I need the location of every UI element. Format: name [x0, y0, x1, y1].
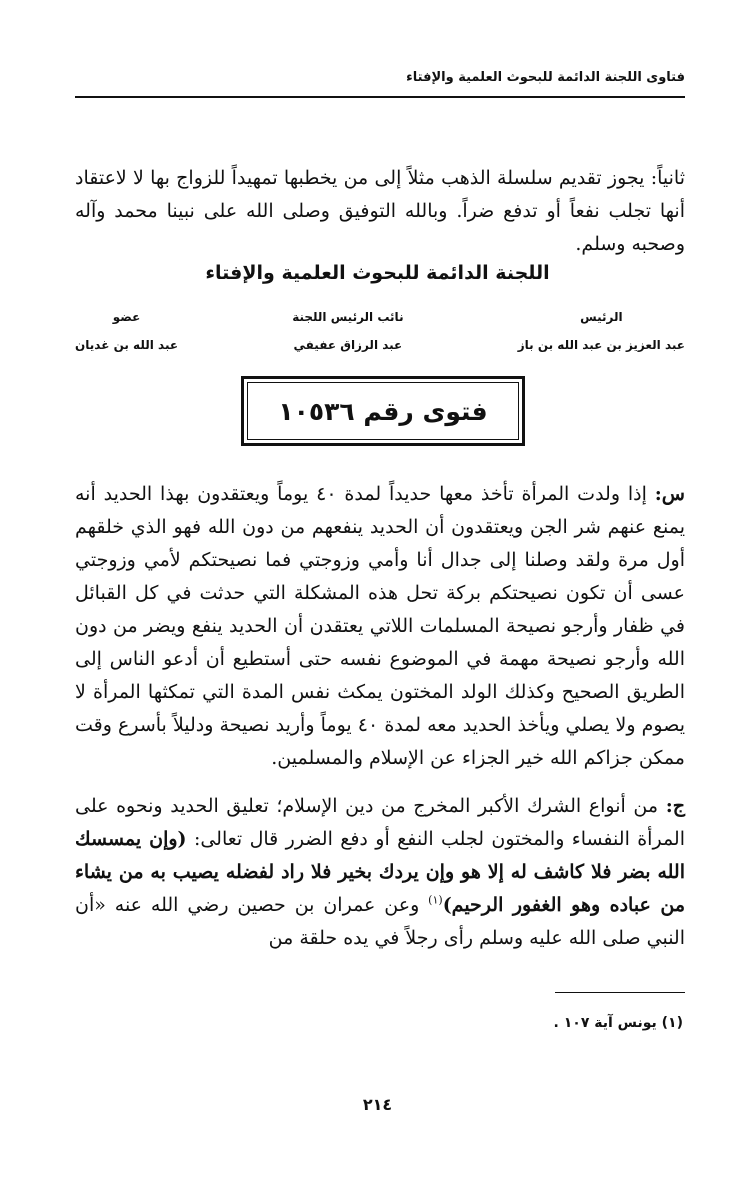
fatwa-title-box: [241, 376, 525, 446]
answer-label: ج:: [665, 795, 685, 817]
signers-row: [75, 310, 685, 352]
committee-title: اللجنة الدائمة للبحوث العلمية والإفتاء: [205, 262, 550, 284]
question-label: س:: [654, 483, 685, 505]
fatwa-title: فتوى رقم ١٠٥٣٦: [247, 382, 519, 440]
signer-vice-president: [292, 310, 403, 352]
header-title: فتاوى اللجنة الدائمة للبحوث العلمية والإفتاء: [402, 70, 685, 85]
answer-text-after: وعن عمران بن حصين رضي الله عنه «أن النبي صلى الله عليه وسلم رأى رجلاً في يده حلقة من: [75, 894, 685, 949]
signer-role: عضو: [112, 310, 141, 324]
signer-role: نائب الرئيس اللجنة: [292, 310, 404, 324]
answer-paragraph: [75, 790, 685, 955]
signer-role: الرئيس: [580, 310, 623, 324]
running-header: [75, 68, 685, 98]
footnote-divider: [555, 992, 685, 993]
question-text: إذا ولدت المرأة تأخذ معها حديداً لمدة ٤٠ يوماً ويعتقدون بهذا الحديد أنه يمنع عنهم شر الجن ويعتقدون أن الحديد ينفعهم من دون الله فهو الذي خلقهم أول مرة ولقد وصلنا إلى جدال أنا وأمي وزوجتي فما نصيحتكم لأمي وزوجتي عسى أن تكون نصيحتكم بركة تحل هذه المشكلة التي حدثت في كل القبائل في ظفار وأرجو نصيحة المسلمات اللاتي يعتقدن أن الحديد ينفع ويضر من دون الله وأرجو نصيحة مهمة في الموضوع نفسه حتى أستطيع أن أدعو الناس إلى الطريق الصحيح وكذلك الولد المختون يمكث نفس المدة التي تمكثها المرأة لا يصوم ولا يصلي ويأخذ الحديد معه لمدة ٤٠ يوماً وأريد نصيحة ودليلاً بأسرع وقت ممكن جزاكم الله خير الجزاء عن الإسلام والمسلمين.: [75, 483, 685, 769]
signer-name: عبد الله بن غديان: [75, 338, 179, 352]
signer-name: عبد الرزاق عفيفي: [293, 338, 403, 352]
intro-paragraph: ثانياً: يجوز تقديم سلسلة الذهب مثلاً إلى من يخطبها تمهيداً للزواج بها لا لاعتقاد أنها تجلب نفعاً أو تدفع ضراً. وبالله التوفيق وصلى الله على نبينا محمد وآله وصحبه وسلم.: [75, 167, 685, 255]
footnote: (١) يونس آية ١٠٧ .: [553, 1015, 683, 1031]
signer-president: [518, 310, 685, 352]
answer-text-before: من أنواع الشرك الأكبر المخرج من دين الإسلام؛ تعليق الحديد ونحوه على المرأة النفساء والمختون لجلب النفع أو دفع الضرر قال تعالى:: [75, 795, 685, 850]
page-number: ٢١٤: [362, 1095, 393, 1114]
footnote-reference[interactable]: (١): [428, 893, 443, 907]
question-paragraph: [75, 478, 685, 775]
signer-member: [75, 310, 178, 352]
quran-verse: (وإن يمسسك الله بضر فلا كاشف له إلا هو وإن يردك بخير فلا راد لفضله يصيب به من يشاء من عباده وهو الغفور الرحيم): [75, 828, 685, 916]
signer-name: عبد العزيز بن عبد الله بن باز: [517, 338, 685, 352]
